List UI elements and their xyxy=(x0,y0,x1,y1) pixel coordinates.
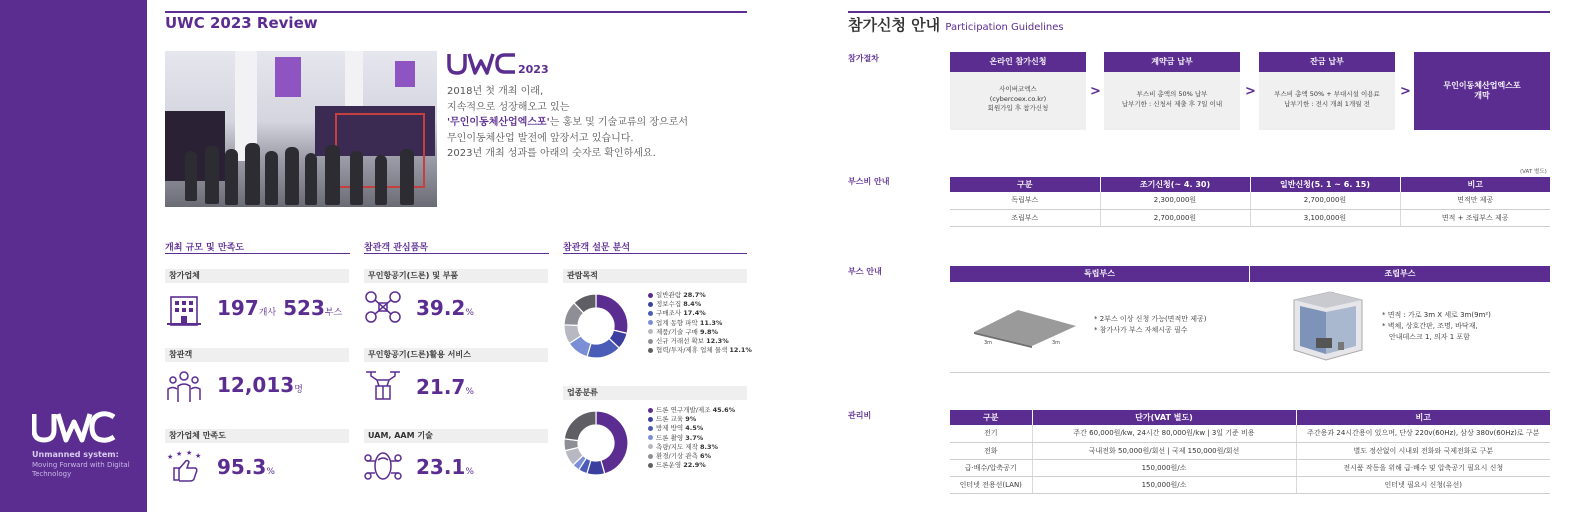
booths-count: 523 xyxy=(283,296,325,320)
raw-space-notes xyxy=(1094,314,1206,336)
satisfaction-unit: % xyxy=(266,467,275,477)
legend-value: 8.3% xyxy=(700,442,719,451)
step-line: 무인이동체산업엑스포 xyxy=(1443,81,1521,90)
svg-text:★: ★ xyxy=(186,450,193,457)
table-cell: 주간 60,000원/kw, 24시간 80,000원/kw | 3일 기준 비용 xyxy=(1032,425,1296,442)
step-title: 온라인 참가신청 xyxy=(950,52,1086,72)
visitors-unit: 명 xyxy=(294,385,303,395)
legend-item xyxy=(648,291,752,300)
note-line: * 벽체, 상호간판, 조명, 바닥재, xyxy=(1382,322,1478,330)
note-line: * 2부스 이상 신청 가능(면적만 제공) xyxy=(1094,315,1207,323)
legend-label: 드론 촬영 xyxy=(656,433,686,442)
legend-label: 협력/투자/제휴 업체 물색 xyxy=(656,346,730,355)
column-header: 일반신청(5. 1 ~ 6. 15) xyxy=(1250,177,1400,192)
table-cell: 전화 xyxy=(950,442,1032,459)
booths-unit: 부스 xyxy=(324,308,343,318)
table-header-row xyxy=(950,177,1550,192)
percent-unit: % xyxy=(465,308,474,318)
satisfaction-value: 95.3 xyxy=(217,455,267,479)
legend-dot xyxy=(648,348,653,353)
sidebar-tagline-body: Moving Forward with Digital Technology xyxy=(32,461,130,478)
purpose-donut-chart xyxy=(563,293,629,359)
fees-label: 부스비 안내 xyxy=(848,177,890,186)
sidebar xyxy=(0,0,147,512)
industry-donut-chart xyxy=(563,410,629,476)
legend-label: 드론 교육 xyxy=(656,415,686,424)
uwc-logo xyxy=(32,408,116,444)
delivery-drone-icon xyxy=(364,368,402,402)
note-line: * 면적 : 가로 3m X 세로 3m(9m²) xyxy=(1382,311,1491,319)
legend-label: 구매조사 xyxy=(656,309,684,318)
table-cell: 별도 정산없이 시내외 전화와 국제전화로 구분 xyxy=(1296,442,1550,459)
table-cell: 인터넷 전용선(LAN) xyxy=(950,476,1032,493)
table-row xyxy=(950,459,1550,476)
legend-item xyxy=(648,461,735,470)
purpose-label: 관람목적 xyxy=(563,269,747,283)
legend-item xyxy=(648,319,752,328)
interest-item3-label: UAM, AAM 기술 xyxy=(364,429,548,443)
step-expo-opening xyxy=(1414,52,1550,130)
legend-value: 3.7% xyxy=(685,433,704,442)
chevron-right-icon: > xyxy=(1090,84,1101,99)
guide-title: 참가신청 안내 xyxy=(848,16,941,34)
page-title-guide xyxy=(848,14,1064,35)
step-body xyxy=(1259,72,1395,130)
table-cell: 2,300,000원 xyxy=(1100,192,1250,209)
intro-line: 2018년 첫 개최 이래, xyxy=(447,86,544,97)
legend-item xyxy=(648,309,752,318)
uwc-2023-logo xyxy=(447,51,557,77)
legend-label: 방제 방역 xyxy=(656,424,686,433)
column-header: 단가(VAT 별도) xyxy=(1032,410,1296,425)
booth-fee-table xyxy=(950,177,1550,227)
air-vehicle-icon xyxy=(364,449,402,483)
table-cell: 국내전화 50,000원/회선 | 국제 150,000원/회선 xyxy=(1032,442,1296,459)
management-fee-table xyxy=(950,410,1550,494)
section-survey-heading: 참관객 설문 분석 xyxy=(563,243,631,253)
table-cell: 급·배수/압축공기 xyxy=(950,459,1032,476)
legend-dot xyxy=(648,454,653,459)
legend-dot xyxy=(648,339,653,344)
step-line: 납부기한 : 전시 개최 1개월 전 xyxy=(1284,99,1370,108)
dim-label: 3m xyxy=(984,340,993,346)
legend-dot xyxy=(648,311,653,316)
step-line: 회원가입 후 참가신청 xyxy=(987,104,1049,112)
svg-text:★: ★ xyxy=(195,452,202,460)
legend-dot xyxy=(648,329,653,334)
legend-dot xyxy=(648,293,653,298)
legend-dot xyxy=(648,408,653,413)
satisfaction-stat xyxy=(217,455,275,479)
table-row xyxy=(950,209,1550,226)
vat-note: (VAT 별도) xyxy=(1520,169,1547,175)
table-cell: 2,700,000원 xyxy=(1100,209,1250,226)
industry-legend xyxy=(648,406,735,470)
table-cell: 면적만 제공 xyxy=(1400,192,1550,209)
table-row xyxy=(950,192,1550,209)
legend-label: 업계 동향 파악 xyxy=(656,318,700,327)
exhibitors-stat xyxy=(217,296,342,320)
intro-line-rest: 는 홍보 및 기술교류의 장으로서 xyxy=(549,117,689,128)
divider xyxy=(950,372,1550,373)
interest-item2-stat xyxy=(416,375,474,399)
percent-unit: % xyxy=(465,387,474,397)
step-title: 잔금 납부 xyxy=(1259,52,1395,72)
step-line: 납부기한 : 신청서 제출 후 7일 이내 xyxy=(1121,99,1223,108)
section-rule xyxy=(364,253,549,254)
note-line: 안내데스크 1, 의자 1 포함 xyxy=(1389,333,1470,341)
intro-line: 지속적으로 성장해오고 있는 xyxy=(447,101,570,113)
donut-slice xyxy=(596,294,628,333)
raw-space-illustration xyxy=(970,302,1080,348)
interest-item2-label: 무인항공기(드론)활용 서비스 xyxy=(364,348,548,362)
legend-dot xyxy=(648,463,653,468)
industry-label: 업종분류 xyxy=(563,386,747,400)
booth-label: 부스 안내 xyxy=(848,267,882,276)
dim-label: 3m xyxy=(1052,340,1061,346)
satisfaction-label: 참가업체 만족도 xyxy=(165,429,349,443)
step-online-application xyxy=(950,52,1086,130)
table-cell: 2,700,000원 xyxy=(1250,192,1400,209)
legend-dot xyxy=(648,302,653,307)
section-rule xyxy=(165,253,350,254)
legend-item xyxy=(648,443,735,452)
legend-label: 드론운영 xyxy=(656,461,684,470)
building-icon xyxy=(165,293,203,327)
purpose-legend xyxy=(648,291,752,355)
legend-value: 9% xyxy=(685,415,697,424)
intro-line: 무인이동체산업 발전에 앞장서고 있습니다. xyxy=(447,132,634,144)
svg-text:★: ★ xyxy=(167,453,174,461)
table-row xyxy=(950,476,1550,493)
interest-item1-value: 39.2 xyxy=(416,296,466,320)
section-rule xyxy=(563,253,747,254)
table-cell: 주간용과 24시간용이 있으며, 단상 220v(60Hz), 삼상 380v(60Hz)로 구분 xyxy=(1296,425,1550,442)
table-cell: 150,000원/소 xyxy=(1032,459,1296,476)
svg-text:★: ★ xyxy=(176,450,183,458)
percent-unit: % xyxy=(465,467,474,477)
legend-label: 환경/기상 관측 xyxy=(656,452,700,461)
mgmt-label: 관리비 xyxy=(848,411,872,420)
step-line: 부스비 총액 50% + 부대시설 이용료 xyxy=(1274,90,1380,98)
legend-dot xyxy=(648,444,653,449)
guide-subtitle: Participation Guidelines xyxy=(945,22,1064,33)
legend-value: 28.7% xyxy=(683,291,706,299)
legend-dot xyxy=(648,435,653,440)
legend-label: 드론 연구개발/제조 xyxy=(656,406,713,414)
sidebar-tagline-title: Unmanned system: xyxy=(32,450,119,459)
legend-item xyxy=(648,328,752,337)
step-balance xyxy=(1259,52,1395,130)
step-body xyxy=(950,72,1086,130)
interest-item1-stat xyxy=(416,296,474,320)
intro-line xyxy=(447,115,747,131)
column-header: 구분 xyxy=(950,177,1100,192)
interest-item2-value: 21.7 xyxy=(416,375,466,399)
intro-expo-name: '무인이동체산업엑스포' xyxy=(447,117,550,128)
column-header: 조기신청(~ 4. 30) xyxy=(1100,177,1250,192)
exhibitors-count: 197 xyxy=(217,296,259,320)
table-cell: 전시품 작동을 위해 급·배수 및 압축공기 필요시 신청 xyxy=(1296,459,1550,476)
page-title-review: UWC 2023 Review xyxy=(165,14,318,32)
legend-item xyxy=(648,424,735,433)
interest-item1-label: 무인항공기(드론) 및 부품 xyxy=(364,269,548,283)
top-rule-right xyxy=(848,11,1550,13)
interest-item3-stat xyxy=(416,455,474,479)
donut-slice xyxy=(564,411,596,441)
legend-label: 제품/기술 구매 xyxy=(656,327,700,336)
legend-item xyxy=(648,346,752,355)
note-line: * 참가사가 부스 자체시공 필수 xyxy=(1094,326,1188,334)
step-line: 부스비 총액의 50% 납부 xyxy=(1136,90,1208,98)
legend-value: 22.9% xyxy=(683,461,706,470)
chevron-right-icon: > xyxy=(1245,84,1256,99)
legend-value: 17.4% xyxy=(683,309,706,318)
step-body xyxy=(1104,72,1240,130)
step-line: (cybercoex.co.kr) xyxy=(989,94,1047,103)
visitors-stat xyxy=(217,373,303,397)
legend-value: 45.6% xyxy=(712,406,736,414)
shell-scheme-header: 조립부스 xyxy=(1250,266,1550,282)
thumbs-up-stars-icon xyxy=(165,450,203,484)
legend-label: 신규 거래선 확보 xyxy=(656,337,707,346)
legend-value: 6% xyxy=(700,452,712,461)
legend-value: 8.4% xyxy=(683,300,702,309)
legend-value: 12.3% xyxy=(706,337,729,346)
top-rule-left xyxy=(165,11,747,13)
chevron-right-icon: > xyxy=(1400,84,1411,99)
table-cell: 조립부스 xyxy=(950,209,1100,226)
step-title: 계약금 납부 xyxy=(1104,52,1240,72)
expo-photo xyxy=(165,51,437,207)
column-header: 구분 xyxy=(950,410,1032,425)
legend-label: 정보수집 xyxy=(656,300,684,309)
table-cell: 150,000원/소 xyxy=(1032,476,1296,493)
legend-label: 일반관람 xyxy=(656,291,684,299)
exhibitors-label: 참가업체 xyxy=(165,269,349,283)
table-row xyxy=(950,425,1550,442)
legend-value: 9.8% xyxy=(700,327,719,336)
table-cell: 인터넷 필요시 신청(유선) xyxy=(1296,476,1550,493)
column-header: 비고 xyxy=(1296,410,1550,425)
step-line: 개막 xyxy=(1474,91,1490,100)
section-interest-heading: 참관객 관심품목 xyxy=(364,243,428,253)
legend-item xyxy=(648,434,735,443)
table-cell: 3,100,000원 xyxy=(1250,209,1400,226)
legend-item xyxy=(648,406,735,415)
intro-line: 2023년 개최 성과를 아래의 숫자로 확인하세요. xyxy=(447,148,656,159)
section-scale-heading: 개최 규모 및 만족도 xyxy=(165,243,244,253)
exhibitors-unit: 개사 xyxy=(258,308,277,318)
logo-year: 2023 xyxy=(518,63,549,76)
legend-dot xyxy=(648,320,653,325)
procedure-label: 참가절차 xyxy=(848,54,879,63)
step-line: 사이버코엑스 xyxy=(999,85,1037,93)
legend-item xyxy=(648,337,752,346)
interest-item3-value: 23.1 xyxy=(416,455,466,479)
visitors-label: 참관객 xyxy=(165,348,349,362)
people-icon xyxy=(165,370,203,404)
legend-value: 4.5% xyxy=(685,424,704,433)
table-row xyxy=(950,442,1550,459)
legend-label: 측량/지도 제작 xyxy=(656,442,700,451)
table-cell: 전기 xyxy=(950,425,1032,442)
intro-text xyxy=(447,84,747,162)
legend-dot xyxy=(648,426,653,431)
column-header: 비고 xyxy=(1400,177,1550,192)
legend-item xyxy=(648,452,735,461)
shell-scheme-notes xyxy=(1382,310,1491,343)
legend-dot xyxy=(648,417,653,422)
table-header-row xyxy=(950,410,1550,425)
step-deposit xyxy=(1104,52,1240,130)
visitors-count: 12,013 xyxy=(217,373,295,397)
shell-booth-illustration xyxy=(1290,290,1366,362)
legend-value: 12.1% xyxy=(729,346,752,355)
drone-parts-icon xyxy=(364,290,402,324)
table-cell: 독립부스 xyxy=(950,192,1100,209)
table-cell: 면적 + 조립부스 제공 xyxy=(1400,209,1550,226)
legend-value: 11.3% xyxy=(699,318,723,327)
raw-space-header: 독립부스 xyxy=(950,266,1249,282)
